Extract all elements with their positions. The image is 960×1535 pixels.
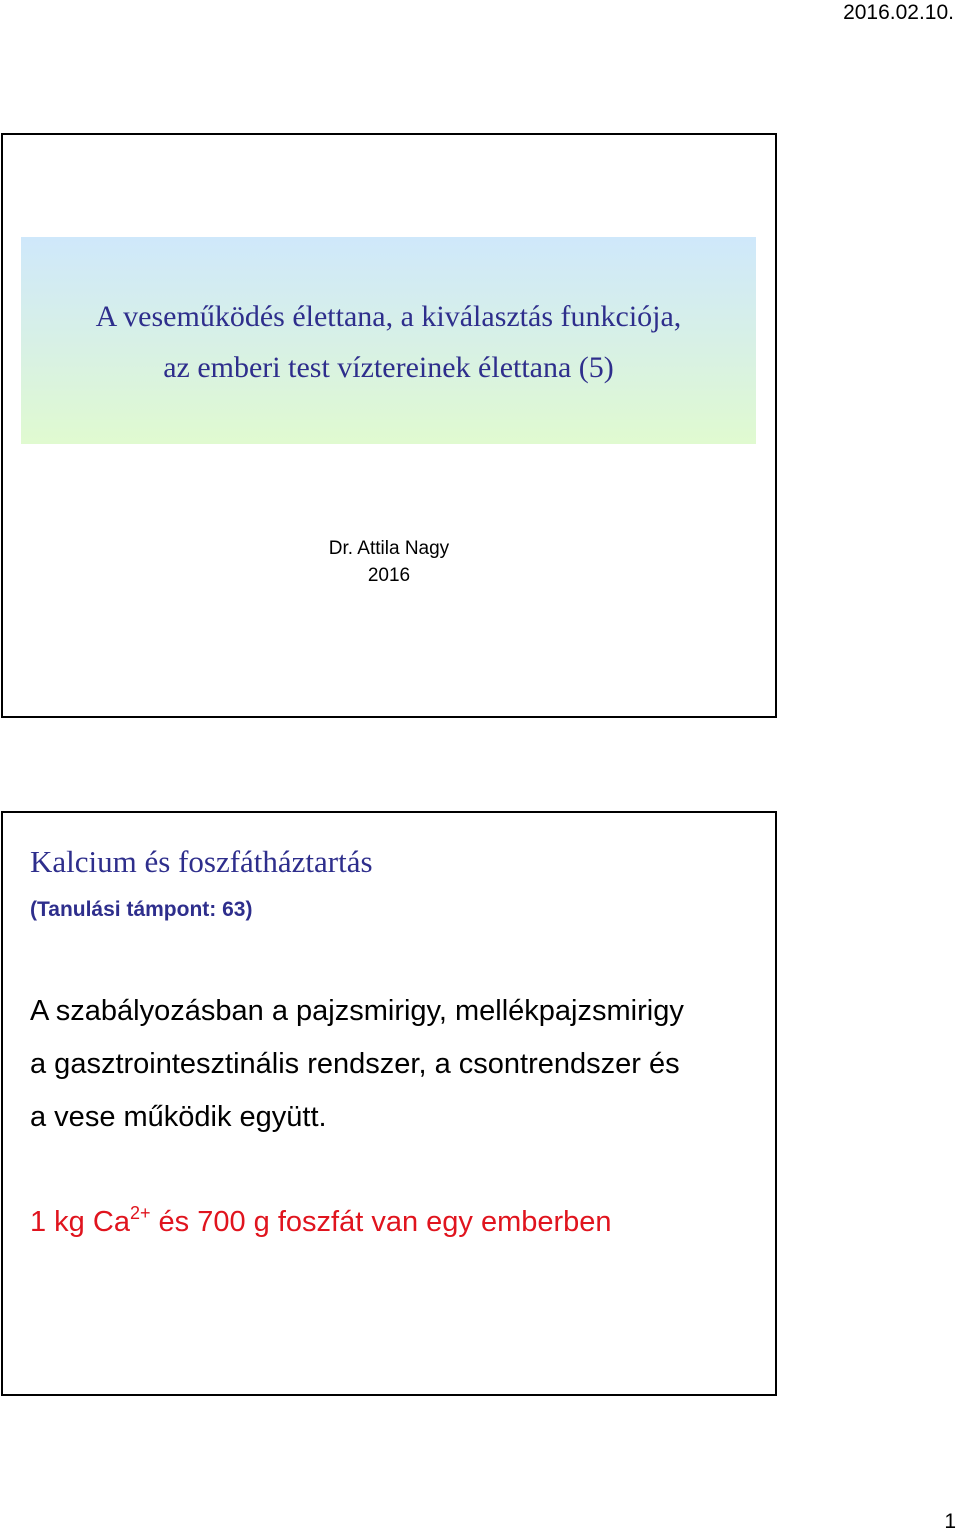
highlight-suffix: és 700 g foszfát van egy emberben <box>150 1206 612 1238</box>
slide-subheading: (Tanulási támpont: 63) <box>30 898 253 921</box>
body-text-line-1: A szabályozásban a pajzsmirigy, mellékpajzsmirigy <box>30 995 684 1027</box>
highlight-fact <box>30 1204 612 1240</box>
content-slide <box>1 811 777 1396</box>
title-banner <box>21 237 756 444</box>
title-slide <box>1 133 777 718</box>
charge-superscript: 2+ <box>129 1203 151 1223</box>
body-text-line-3: a vese működik együtt. <box>30 1101 327 1133</box>
author-year: 2016 <box>367 565 411 586</box>
page-number: 1 <box>944 1510 956 1533</box>
body-text-line-2: a gasztrointesztinális rendszer, a csontrendszer és <box>30 1048 680 1080</box>
page-date: 2016.02.10. <box>843 1 954 24</box>
slide-title-line-2: az emberi test víztereinek élettana (5) <box>163 351 614 384</box>
slide-title-line-1: A veseműködés élettana, a kiválasztás funkciója, <box>95 300 682 333</box>
highlight-prefix: 1 kg Ca <box>30 1206 130 1238</box>
author-name: Dr. Attila Nagy <box>328 538 450 559</box>
slide-heading: Kalcium és foszfátháztartás <box>30 844 373 879</box>
